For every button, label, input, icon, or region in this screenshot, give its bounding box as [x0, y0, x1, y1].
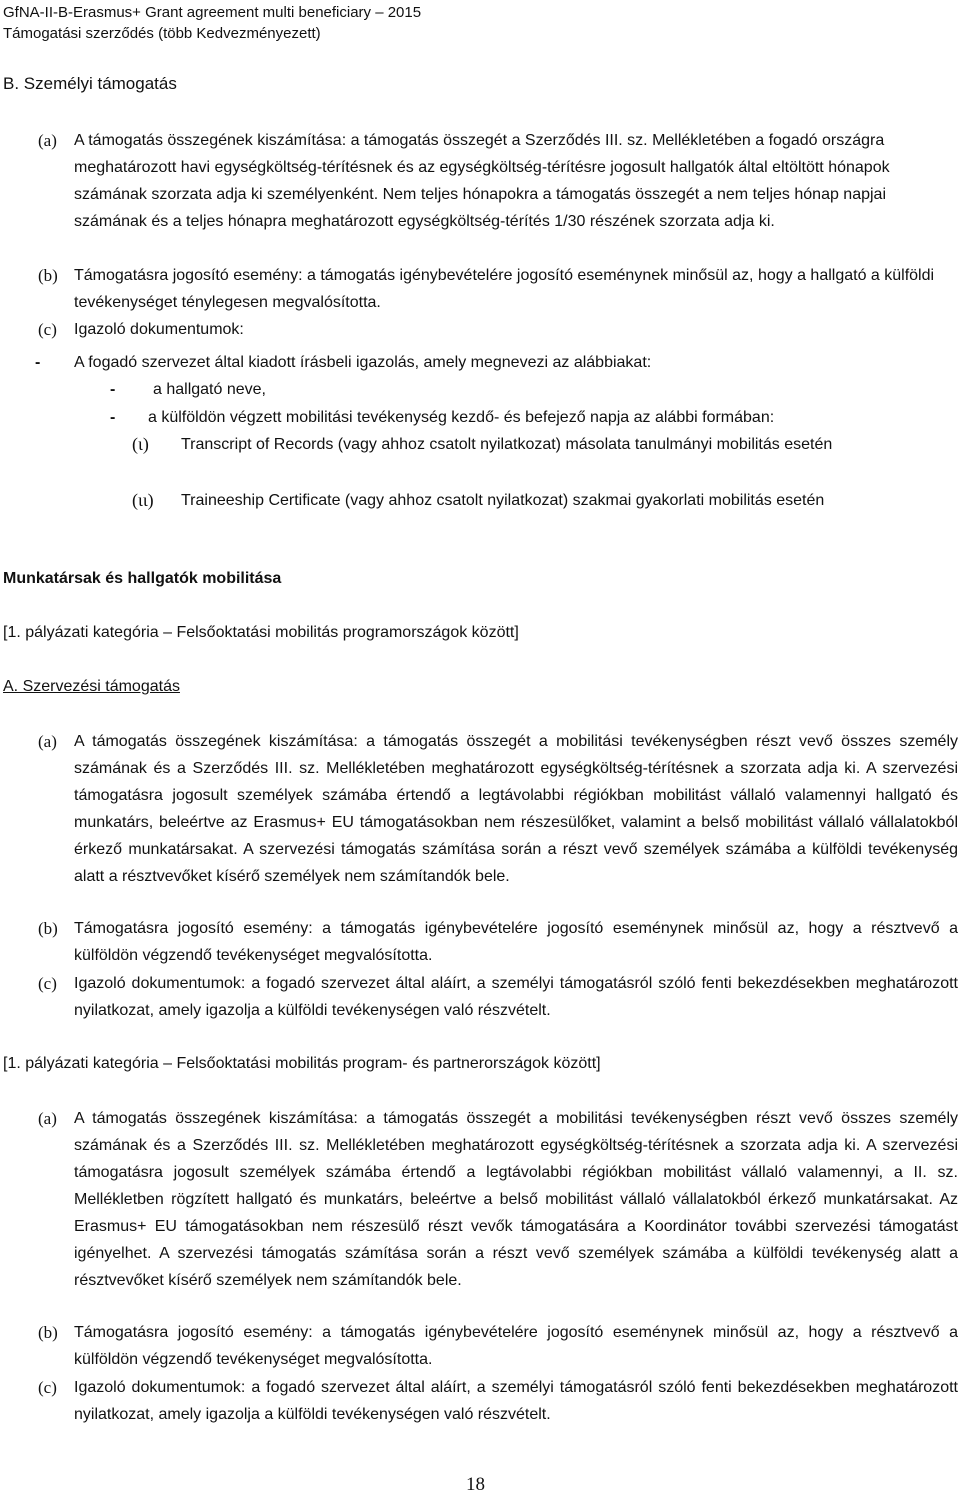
section-a-item-c [38, 970, 958, 1024]
item-text: Támogatásra jogosító esemény: a támogatás igénybevételére jogosító eseménynek minősül az, hogy a résztvevő a külföldön végzendő tevékenységet megvalósította. [74, 920, 958, 964]
item-text: A támogatás összegének kiszámítása: a támogatás összegét a Szerződés III. sz. Mellékletében a fogadó országra meghatározott havi egységköltség-térítésnek és az egységköltség-térítésre jogosult hallgatók által eltöltött hónapok számának szorzata adja ki személyenként. Nem teljes hónapokra a támogatás összegét a nem teljes hónap napjai számának és a teljes hónapra meghatározott egységköltség-térítés 1/30 részének szorzata adja ki. [74, 132, 890, 230]
bullet-text: a hallgató neve, [153, 381, 266, 398]
bullet-text: a külföldön végzett mobilitási tevékenység kezdő- és befejező napja az alábbi formában: [148, 409, 775, 426]
document-header [3, 2, 421, 44]
section-a2-item-c [38, 1374, 958, 1428]
sub-item-label: (ι) [132, 434, 149, 454]
page-number: 18 [466, 1474, 485, 1495]
section-b-item-a [38, 127, 958, 235]
item-text: A támogatás összegének kiszámítása: a támogatás összegét a mobilitási tevékenységben részt vevő összes személy számának és a Szerződés III. sz. Mellékletében meghatározott egységköltség-térítésnek a szorzata adja ki. A szervezési támogatásra jogosult személyek számába értendő a legtávolabbi régiókban mobilitást vállaló valamennyi hallgató és munkatárs, beleértve az Erasmus+ EU támogatásokban nem részesülőket, valamint a belső mobilitást vállaló vállalatokból érkező munkatársakat. A szervezési támogatás számítása során a részt vevő személyek számába a külföldi tevékenység alatt a résztvevőket kísérő személyek nem számítandók bele. [74, 733, 958, 885]
sub-item-ii [132, 487, 958, 514]
item-label: (c) [38, 974, 57, 993]
item-label: (b) [38, 266, 58, 285]
item-text: Igazoló dokumentumok: [74, 321, 244, 338]
section-a2-item-a [38, 1105, 958, 1294]
item-text: Támogatásra jogosító esemény: a támogatás igénybevételére jogosító eseménynek minősül az, hogy a hallgató a külföldi tevékenységet ténylegesen megvalósította. [74, 267, 935, 311]
item-text: Igazoló dokumentumok: a fogadó szervezet által aláírt, a személyi támogatásról szóló fenti bekezdésekben meghatározott nyilatkozat, amely igazolja a külföldi tevékenységen való részvételt. [74, 975, 958, 1019]
dash-marker: - [110, 409, 116, 426]
section-a-item-a [38, 728, 958, 890]
section-a-item-b [38, 915, 958, 969]
item-label: (b) [38, 1323, 58, 1342]
item-label: (a) [38, 1109, 57, 1128]
item-text: Támogatásra jogosító esemény: a támogatás igénybevételére jogosító eseménynek minősül az, hogy a résztvevő a külföldön végzendő tevékenységet megvalósította. [74, 1324, 958, 1368]
sub-item-text: Transcript of Records (vagy ahhoz csatolt nyilatkozat) másolata tanulmányi mobilitás esetén [181, 436, 833, 453]
dash-marker: - [35, 354, 41, 371]
category-heading-2: [1. pályázati kategória – Felsőoktatási mobilitás program- és partnerországok között] [3, 1055, 601, 1072]
header-line-1: GfNA-II-B-Erasmus+ Grant agreement multi beneficiary – 2015 [3, 4, 422, 21]
item-label: (b) [38, 919, 58, 938]
item-label: (c) [38, 1378, 57, 1397]
item-label: (c) [38, 320, 57, 339]
section-a-title: A. Szervezési támogatás [3, 678, 180, 695]
dash-marker: - [110, 381, 116, 398]
section-a2-item-b [38, 1319, 958, 1373]
section-b-item-c [38, 316, 958, 343]
sub-item-label: (ιι) [132, 490, 154, 510]
staff-mobility-heading: Munkatársak és hallgatók mobilitása [3, 570, 282, 587]
category-heading-1: [1. pályázati kategória – Felsőoktatási mobilitás programországok között] [3, 624, 519, 641]
item-text: Igazoló dokumentumok: a fogadó szervezet által aláírt, a személyi támogatásról szóló fenti bekezdésekben meghatározott nyilatkozat, amely igazolja a külföldi tevékenységen való részvételt. [74, 1379, 958, 1423]
section-b-item-b [38, 262, 958, 316]
item-label: (a) [38, 732, 57, 751]
sub-item-text: Traineeship Certificate (vagy ahhoz csatolt nyilatkozat) szakmai gyakorlati mobilitás esetén [181, 492, 825, 509]
item-label: (a) [38, 131, 57, 150]
section-b-title: B. Személyi támogatás [3, 74, 177, 93]
item-text: A támogatás összegének kiszámítása: a támogatás összegét a mobilitási tevékenységben részt vevő összes személy számának és a Szerződés III. sz. Mellékletében meghatározott egységköltség-térítésnek a szorzata adja ki. A szervezési támogatásra jogosult személyek számába értendő a legtávolabbi régiókban mobilitást vállaló valamennyi, a II. sz. Mellékletben rögzített hallgató és munkatárs, beleértve a belső mobilitást vállaló vállalatokból érkező munkatársakat. Az Erasmus+ EU támogatásokban nem részesülő részt vevők támogatására a Koordinátor további szervezési támogatást igényelhet. A szervezési támogatás számítása során a részt vevő személyek számába a külföldi tevékenység alatt a résztvevőket kísérő személyek nem számítandók bele. [74, 1110, 958, 1289]
bullet-text: A fogadó szervezet által kiadott írásbeli igazolás, amely megnevezi az alábbiakat: [74, 354, 652, 371]
header-line-2: Támogatási szerződés (több Kedvezményezett) [3, 25, 321, 42]
sub-item-i [132, 431, 958, 458]
